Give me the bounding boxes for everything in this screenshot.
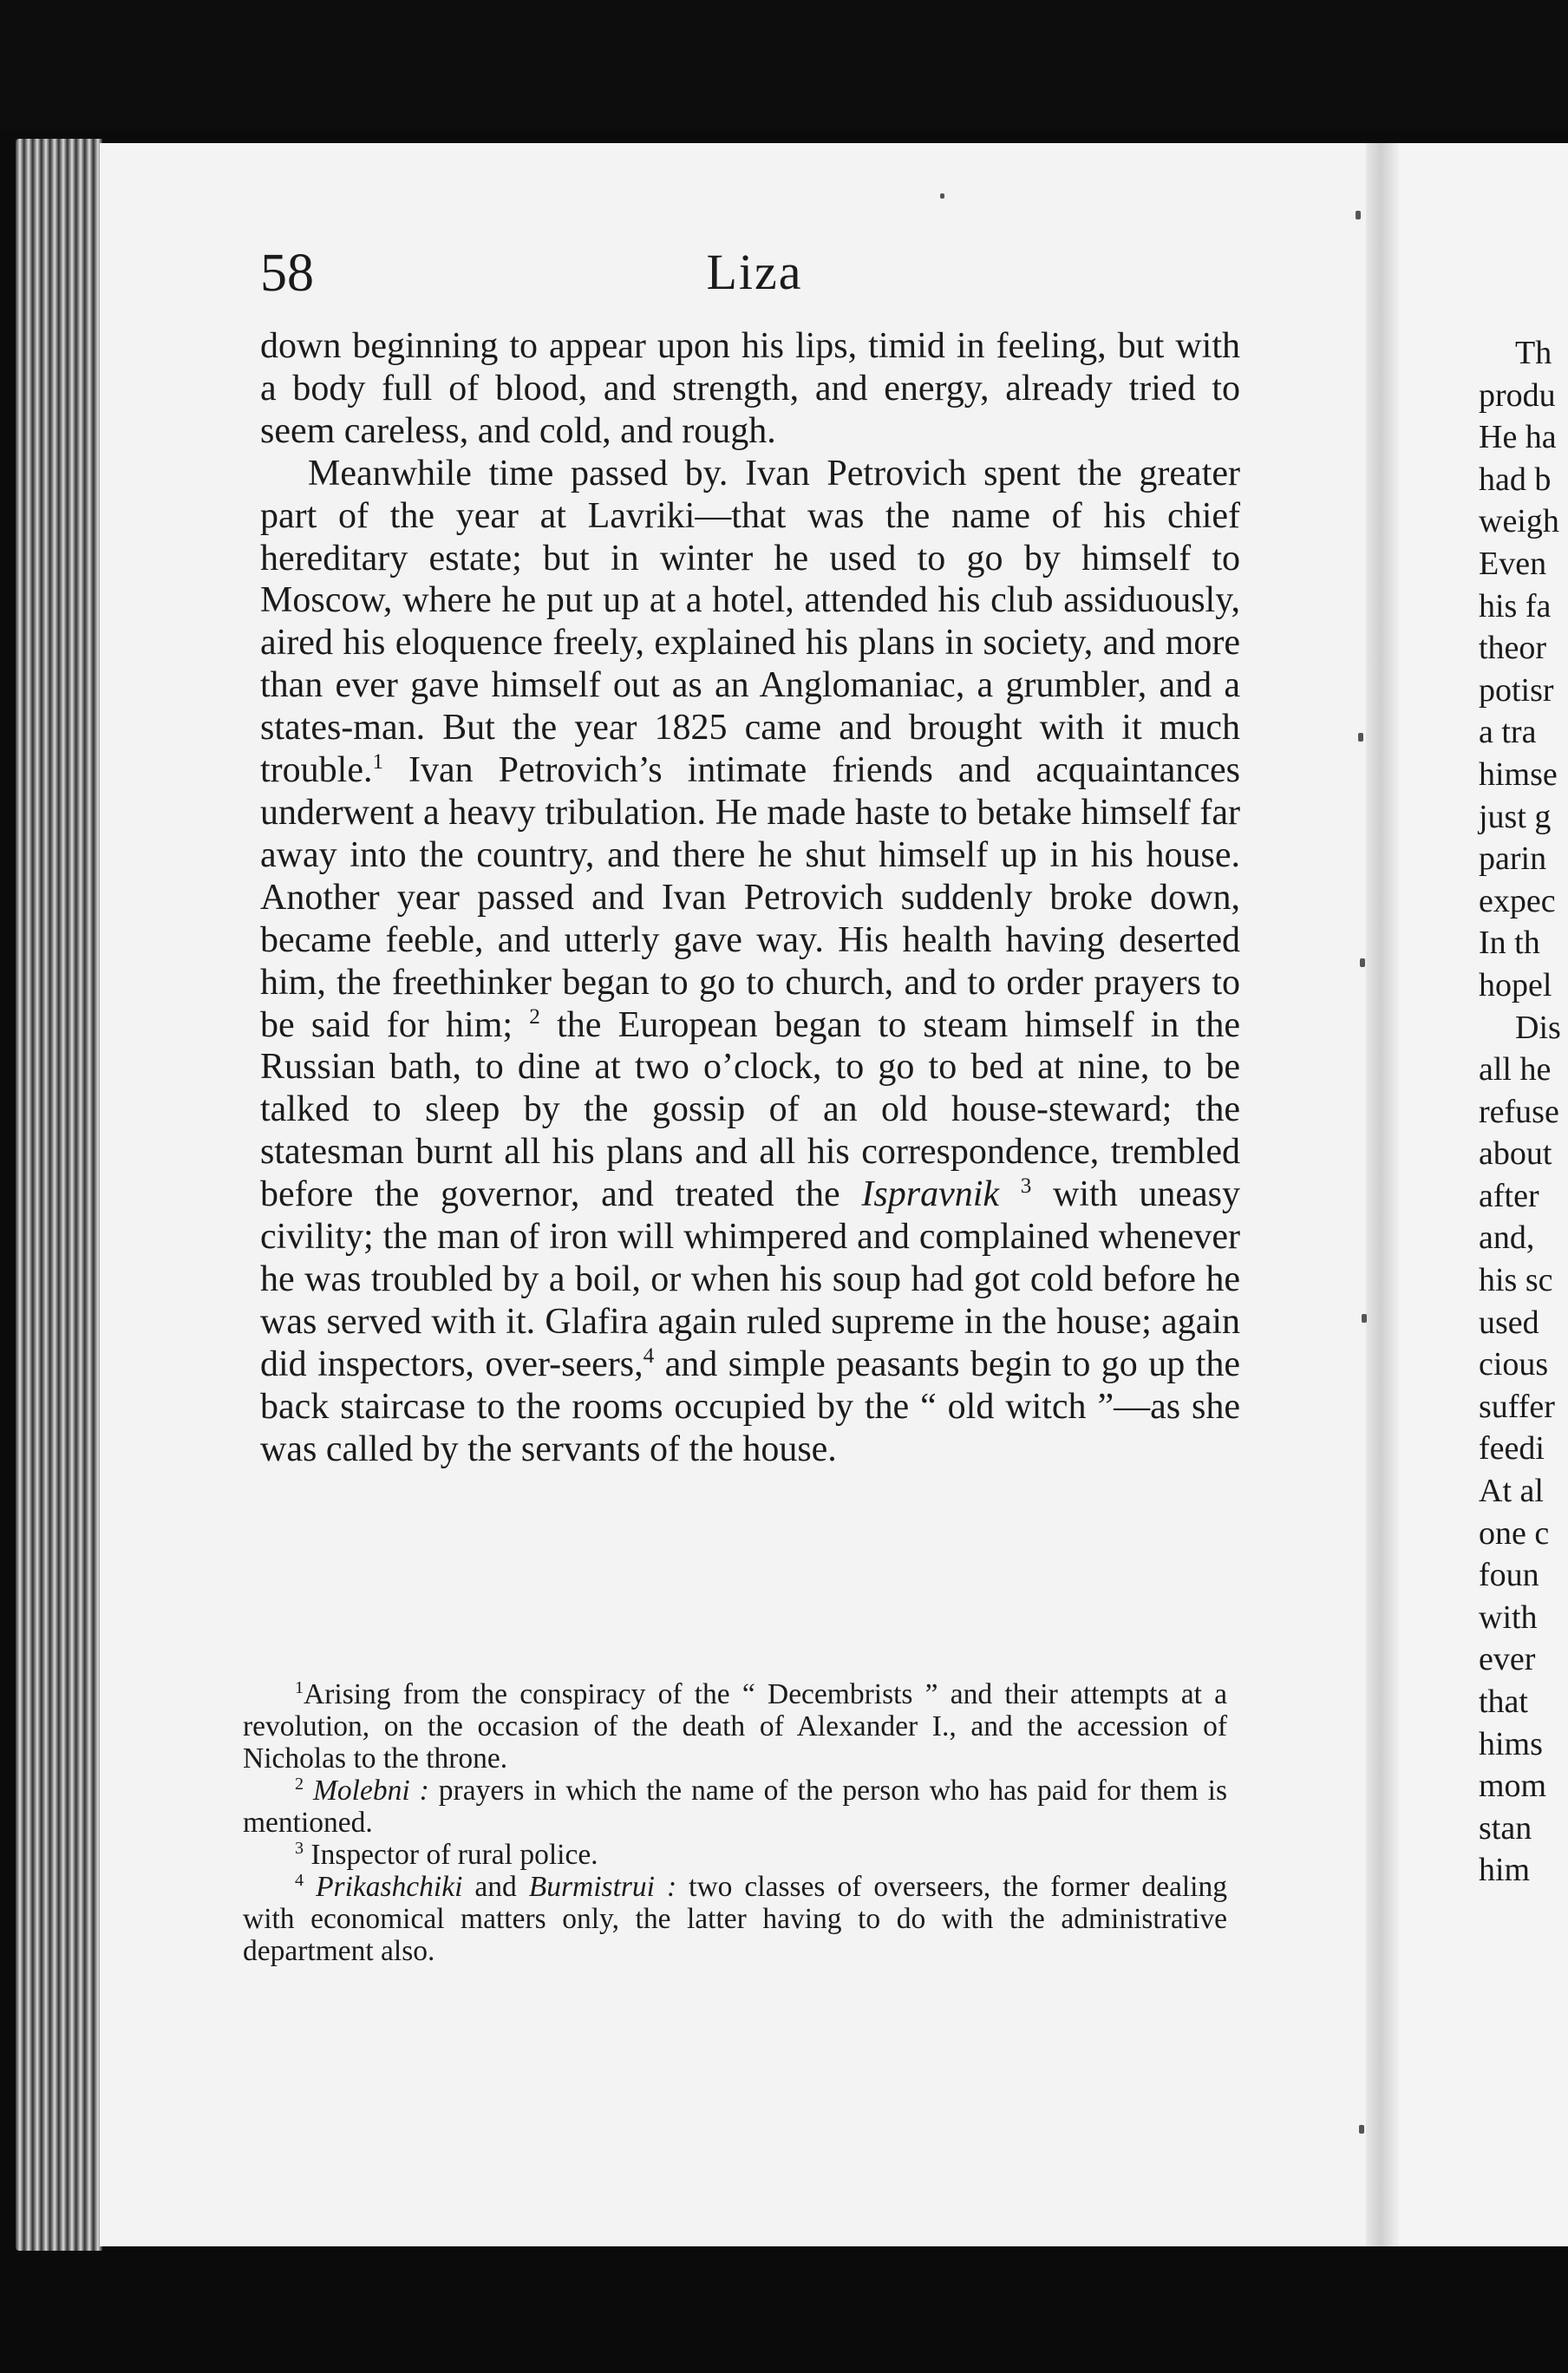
facing-page-line: weigh [1479, 503, 1559, 540]
footnote-text: two classes of overseers, the former dealing with economical matters only, the latter having to do with the administrative department also. [243, 1871, 1227, 1967]
paragraph-text: Meanwhile time passed by. Ivan Petrovich spent the greater part of the year at Lavriki—that was the name of his chief hereditary estate; but in winter he used to go by himself to Moscow, where he put up at a hotel, attended his club assiduously, aired his eloquence freely, explained his plans in society, and more than ever gave himself out as an Anglomaniac, a grumbler, and a states-man. But the year 1825 came and brought with it much trouble. [260, 453, 1240, 791]
facing-page-line: At al [1479, 1473, 1544, 1510]
footnote-ref: 2 [529, 1004, 540, 1029]
footnote-term: Molebni : [313, 1775, 429, 1807]
footnote-ref: 1 [372, 750, 384, 775]
book-gutter [1366, 143, 1399, 2246]
footnote [243, 1775, 1227, 1839]
ink-speck [1362, 1314, 1367, 1323]
facing-page-line: all he [1479, 1051, 1552, 1088]
footnote-term: Prikashchiki [316, 1871, 463, 1903]
facing-page-line: In th [1479, 925, 1540, 962]
facing-page-line: used [1479, 1304, 1539, 1341]
facing-page-line: and, [1479, 1219, 1535, 1257]
facing-page-line: Th [1515, 335, 1552, 371]
footnote-term: Burmistrui : [528, 1871, 677, 1903]
footnote-mark: 1 [295, 1677, 304, 1697]
facing-page-line: him [1479, 1852, 1531, 1889]
facing-page-line: a tra [1479, 714, 1537, 751]
footnote [243, 1839, 1227, 1871]
facing-page-line: one c [1479, 1514, 1550, 1552]
body-text [260, 325, 1240, 1470]
facing-page-line: foun [1479, 1557, 1539, 1594]
facing-page-line: refuse [1479, 1093, 1559, 1130]
footnotes [243, 1678, 1227, 1967]
footnote-mark: 3 [295, 1838, 304, 1858]
paragraph: down beginning to appear upon his lips, timid in feeling, but with a body full of blood, and strength, and energy, already tried to seem careless, and cold, and rough. [260, 326, 1240, 451]
facing-page-line: after [1479, 1177, 1539, 1214]
page-title: Liza [706, 244, 803, 300]
running-head [260, 243, 1249, 312]
facing-page-line: about [1479, 1135, 1552, 1173]
ink-speck [1356, 211, 1361, 219]
scanner-background [0, 0, 1568, 130]
book-page-edges [16, 139, 102, 2251]
footnote-text: and [462, 1871, 529, 1903]
footnote-text: Arising from the conspiracy of the “ Decembrists ” and their attempts at a revolution, on the occasion of the death of Alexander I., and the accession of Nicholas to the throne. [243, 1678, 1227, 1775]
facing-page-line: just g [1479, 798, 1552, 835]
paragraph-text: Ivan Petrovich’s intimate friends and acquaintances underwent a heavy tribulation. He made haste to betake himself far away into the country, and there he shut himself up in his house. Another year passed and Ivan Petrovich suddenly broke down, became feeble, and utterly gave way. His health having deserted him, the freethinker began to go to church, and to order prayers to be said for him; [260, 750, 1240, 1045]
footnote-ref: 3 [1020, 1174, 1032, 1199]
facing-page-line: his sc [1479, 1262, 1553, 1299]
facing-page-line: Even [1479, 545, 1547, 582]
paragraph [260, 453, 1240, 1471]
ink-speck [1358, 733, 1363, 742]
italic-term: Ispravnik [861, 1174, 1000, 1215]
footnote-mark: 2 [295, 1774, 304, 1794]
ink-speck [940, 193, 944, 199]
facing-page-line: had b [1479, 461, 1552, 498]
facing-page-line: potisr [1479, 671, 1554, 709]
footnote-mark: 4 [295, 1870, 304, 1890]
facing-page-line: his fa [1479, 587, 1552, 624]
paragraph-text: with uneasy civility; the man of iron will whimpered and complained whenever he was troubled by a boil, or when his soup had got cold before he was served with it. Glafira again ruled supreme in the house; again did inspectors, over-seers, [260, 1174, 1241, 1384]
facing-page-text [1479, 332, 1561, 1892]
facing-page-line: hopel [1479, 966, 1552, 1003]
facing-page-line: hims [1479, 1725, 1543, 1762]
facing-page-line: theor [1479, 630, 1547, 667]
footnote-text: prayers in which the name of the person who has paid for them is mentioned. [243, 1775, 1228, 1839]
footnote [243, 1678, 1227, 1775]
facing-page-line: himse [1479, 755, 1558, 793]
facing-page-line: cious [1479, 1346, 1549, 1383]
facing-page-line: expec [1479, 882, 1556, 919]
facing-page-line: stan [1479, 1809, 1532, 1847]
facing-page-line: that [1479, 1683, 1528, 1720]
facing-page-line: He ha [1479, 419, 1557, 456]
facing-page-line: Dis [1515, 1009, 1561, 1046]
footnote-ref: 4 [643, 1343, 655, 1368]
facing-page-line: produ [1479, 376, 1556, 414]
ink-speck [1359, 2125, 1364, 2134]
footnote-text: Inspector of rural police. [310, 1839, 598, 1871]
facing-page-line: mom [1479, 1768, 1547, 1805]
paragraph-text: and simple peasants begin to go up the back staircase to the rooms occupied by the “ old witch ”—as she was called by the servants of the house. [260, 1343, 1240, 1469]
facing-page-line: suffer [1479, 1388, 1555, 1425]
facing-page-line: parin [1479, 840, 1547, 878]
facing-page-line: ever [1479, 1641, 1536, 1678]
footnote [243, 1871, 1227, 1967]
facing-page-line: with [1479, 1598, 1538, 1636]
facing-page-line: feedi [1479, 1430, 1545, 1468]
page-number: 58 [260, 244, 314, 303]
ink-speck [1360, 958, 1365, 967]
paragraph-text: the European began to steam himself in the Russian bath, to dine at two o’clock, to go to bed at nine, to be talked to sleep by the gossip of an old house-steward; the statesman burnt all his plans and all his correspondence, trembled before the governor, and treated the [260, 1004, 1240, 1215]
